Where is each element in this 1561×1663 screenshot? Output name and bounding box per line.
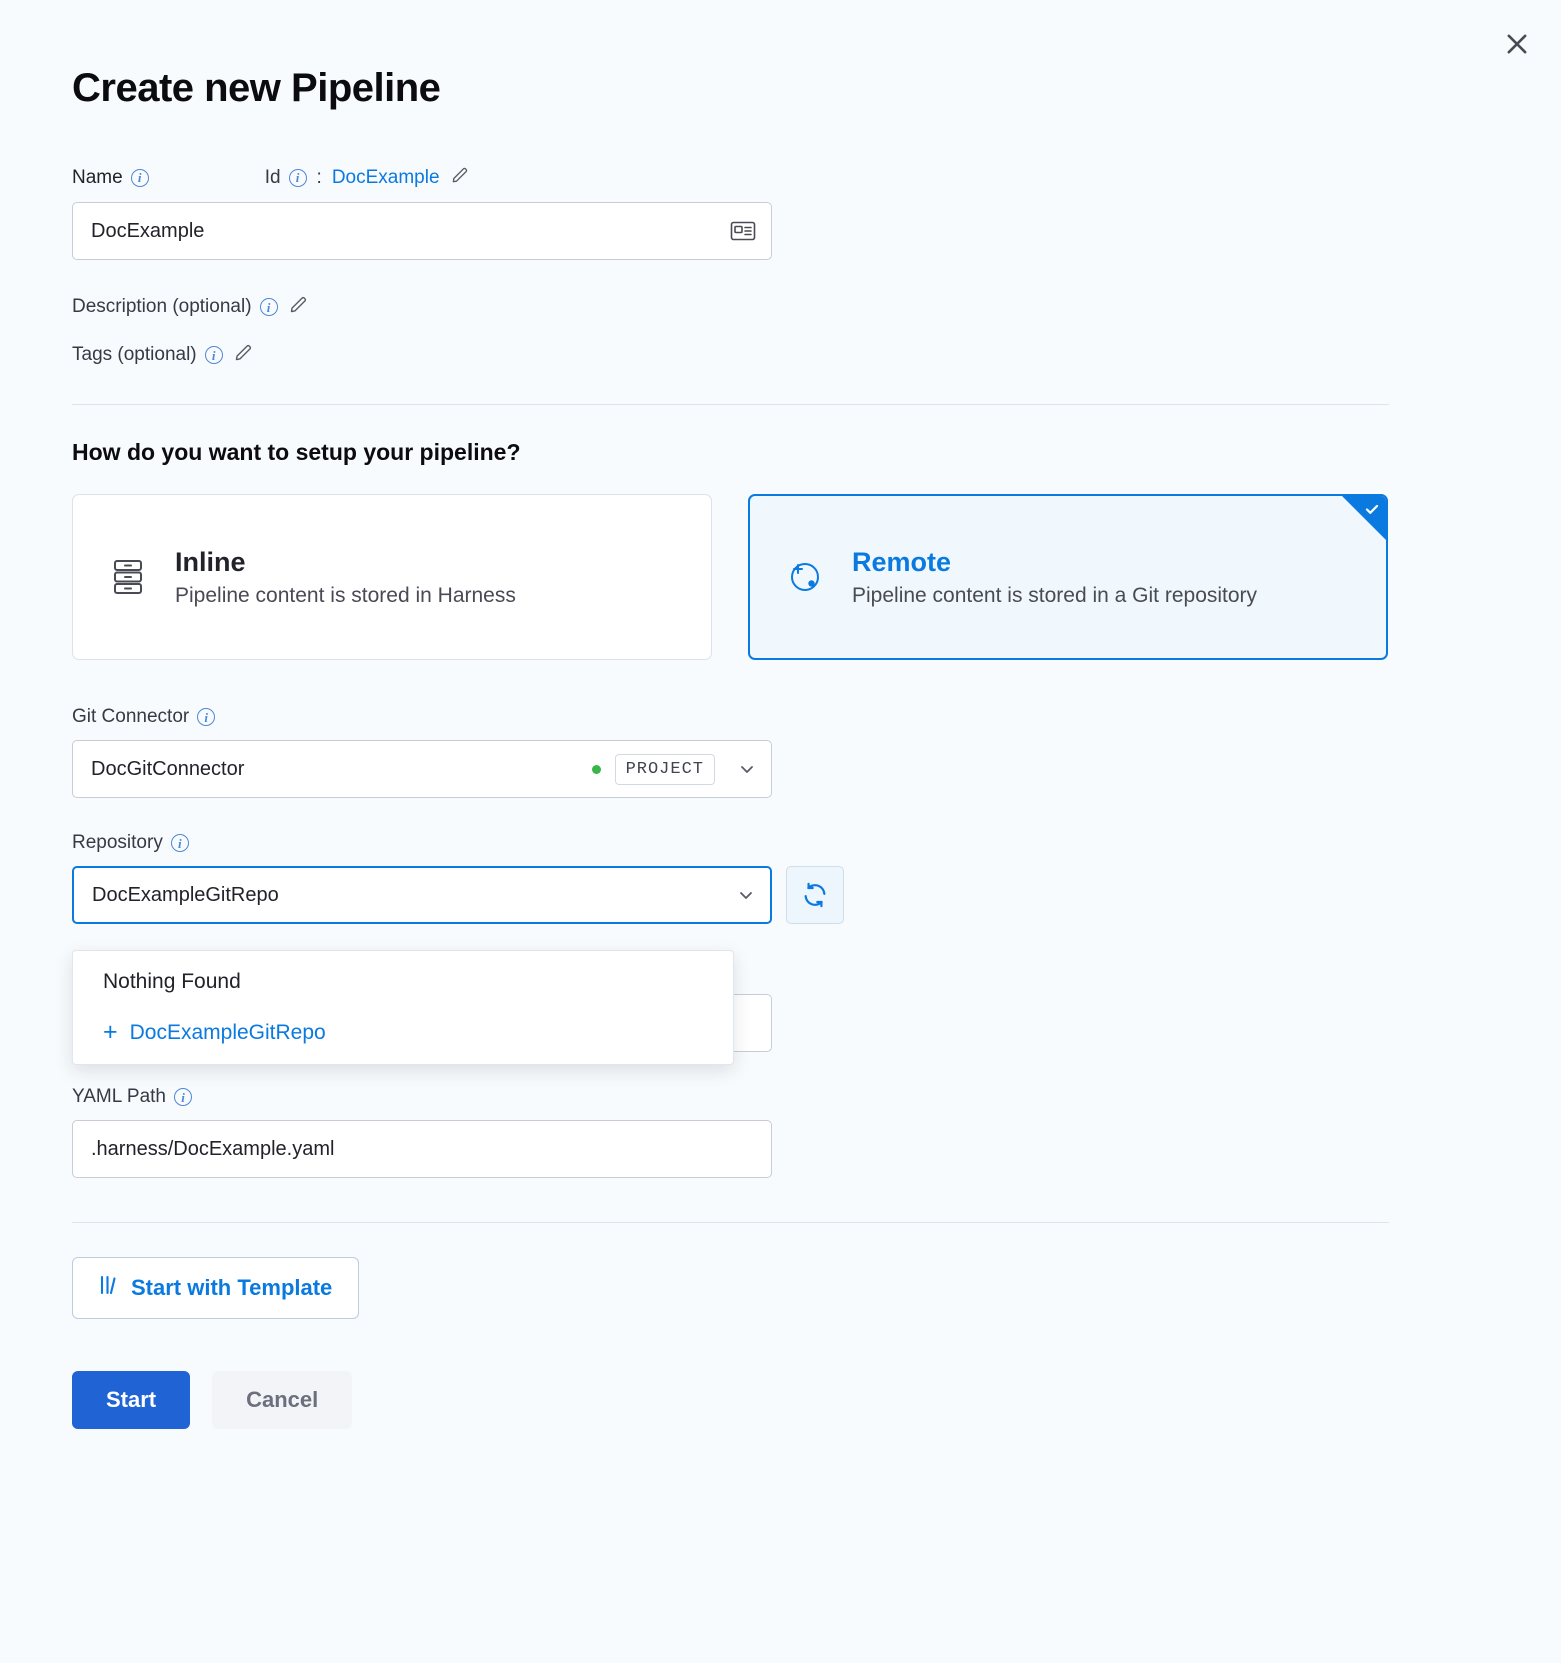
info-icon[interactable]: i — [171, 834, 189, 852]
yaml-path-label: YAML Path — [72, 1086, 166, 1107]
pencil-icon[interactable] — [233, 342, 254, 368]
yaml-path-block — [72, 1086, 1489, 1178]
setup-option-remote-text — [852, 547, 1257, 608]
dropdown-add-item[interactable] — [73, 1007, 733, 1058]
id-label: Id — [264, 166, 281, 188]
modal-footer — [72, 1371, 1489, 1469]
setup-option-title: Inline — [175, 546, 246, 577]
repository-block — [72, 832, 1489, 1052]
remote-git-icon — [782, 554, 828, 600]
repository-input-row — [72, 866, 1489, 924]
close-icon[interactable] — [1495, 22, 1539, 66]
repository-label-row — [72, 832, 1489, 854]
repository-value: DocExampleGitRepo — [92, 883, 279, 906]
setup-option-inline[interactable] — [72, 494, 712, 660]
description-row — [72, 294, 1489, 320]
pencil-icon[interactable] — [288, 294, 309, 320]
divider — [72, 404, 1389, 405]
name-field-block — [72, 202, 1489, 260]
git-connector-label: Git Connector — [72, 706, 190, 727]
repository-dropdown — [72, 950, 734, 1065]
divider — [72, 1222, 1389, 1223]
name-id-row — [72, 165, 1489, 190]
setup-option-remote[interactable] — [748, 494, 1388, 660]
repository-label: Repository — [72, 832, 163, 853]
plus-icon: + — [103, 1018, 118, 1046]
chevron-down-icon[interactable] — [736, 885, 756, 905]
id-separator: : — [316, 166, 322, 188]
cancel-button[interactable]: Cancel — [212, 1371, 352, 1429]
info-icon[interactable]: i — [174, 1088, 192, 1106]
id-block — [265, 165, 470, 190]
name-label: Name — [72, 166, 123, 188]
info-icon[interactable]: i — [205, 346, 223, 364]
info-icon[interactable]: i — [260, 298, 278, 316]
repository-select[interactable] — [72, 866, 772, 924]
start-with-template-label: Start with Template — [131, 1275, 333, 1300]
dropdown-empty-text: Nothing Found — [103, 970, 241, 993]
id-value[interactable]: DocExample — [331, 166, 440, 188]
setup-question: How do you want to setup your pipeline? — [72, 439, 521, 465]
git-connector-label-row — [72, 706, 1489, 728]
description-label: Description (optional) — [72, 296, 252, 317]
tags-label: Tags (optional) — [72, 344, 197, 365]
git-connector-value: DocGitConnector — [91, 757, 245, 780]
pencil-icon[interactable] — [450, 165, 470, 190]
page-title: Create new Pipeline — [72, 66, 441, 110]
setup-option-title: Remote — [852, 546, 952, 577]
name-input[interactable] — [72, 202, 772, 260]
start-with-template-button[interactable] — [72, 1257, 359, 1319]
status-dot-icon — [592, 765, 601, 774]
name-input-wrap — [72, 202, 772, 260]
setup-options — [72, 494, 1489, 660]
refresh-icon[interactable] — [786, 866, 844, 924]
yaml-path-input[interactable] — [72, 1120, 772, 1178]
check-icon — [1364, 501, 1380, 520]
start-button[interactable]: Start — [72, 1371, 190, 1429]
setup-option-subtitle: Pipeline content is stored in Harness — [175, 583, 516, 607]
info-icon[interactable]: i — [131, 169, 149, 187]
tags-row — [72, 342, 1489, 368]
info-icon[interactable]: i — [289, 169, 307, 187]
dropdown-add-label: DocExampleGitRepo — [129, 1020, 326, 1044]
setup-option-subtitle: Pipeline content is stored in a Git repository — [852, 583, 1258, 607]
yaml-path-input-wrap — [72, 1120, 772, 1178]
setup-option-inline-text — [175, 547, 516, 608]
id-card-icon[interactable] — [730, 220, 756, 242]
chevron-down-icon[interactable] — [737, 759, 757, 779]
scope-badge: PROJECT — [615, 754, 715, 785]
git-connector-block — [72, 706, 1489, 798]
git-connector-select[interactable] — [72, 740, 772, 798]
info-icon[interactable]: i — [197, 708, 215, 726]
template-icon — [99, 1274, 119, 1302]
yaml-path-label-row — [72, 1086, 1489, 1108]
inline-storage-icon — [105, 554, 151, 600]
